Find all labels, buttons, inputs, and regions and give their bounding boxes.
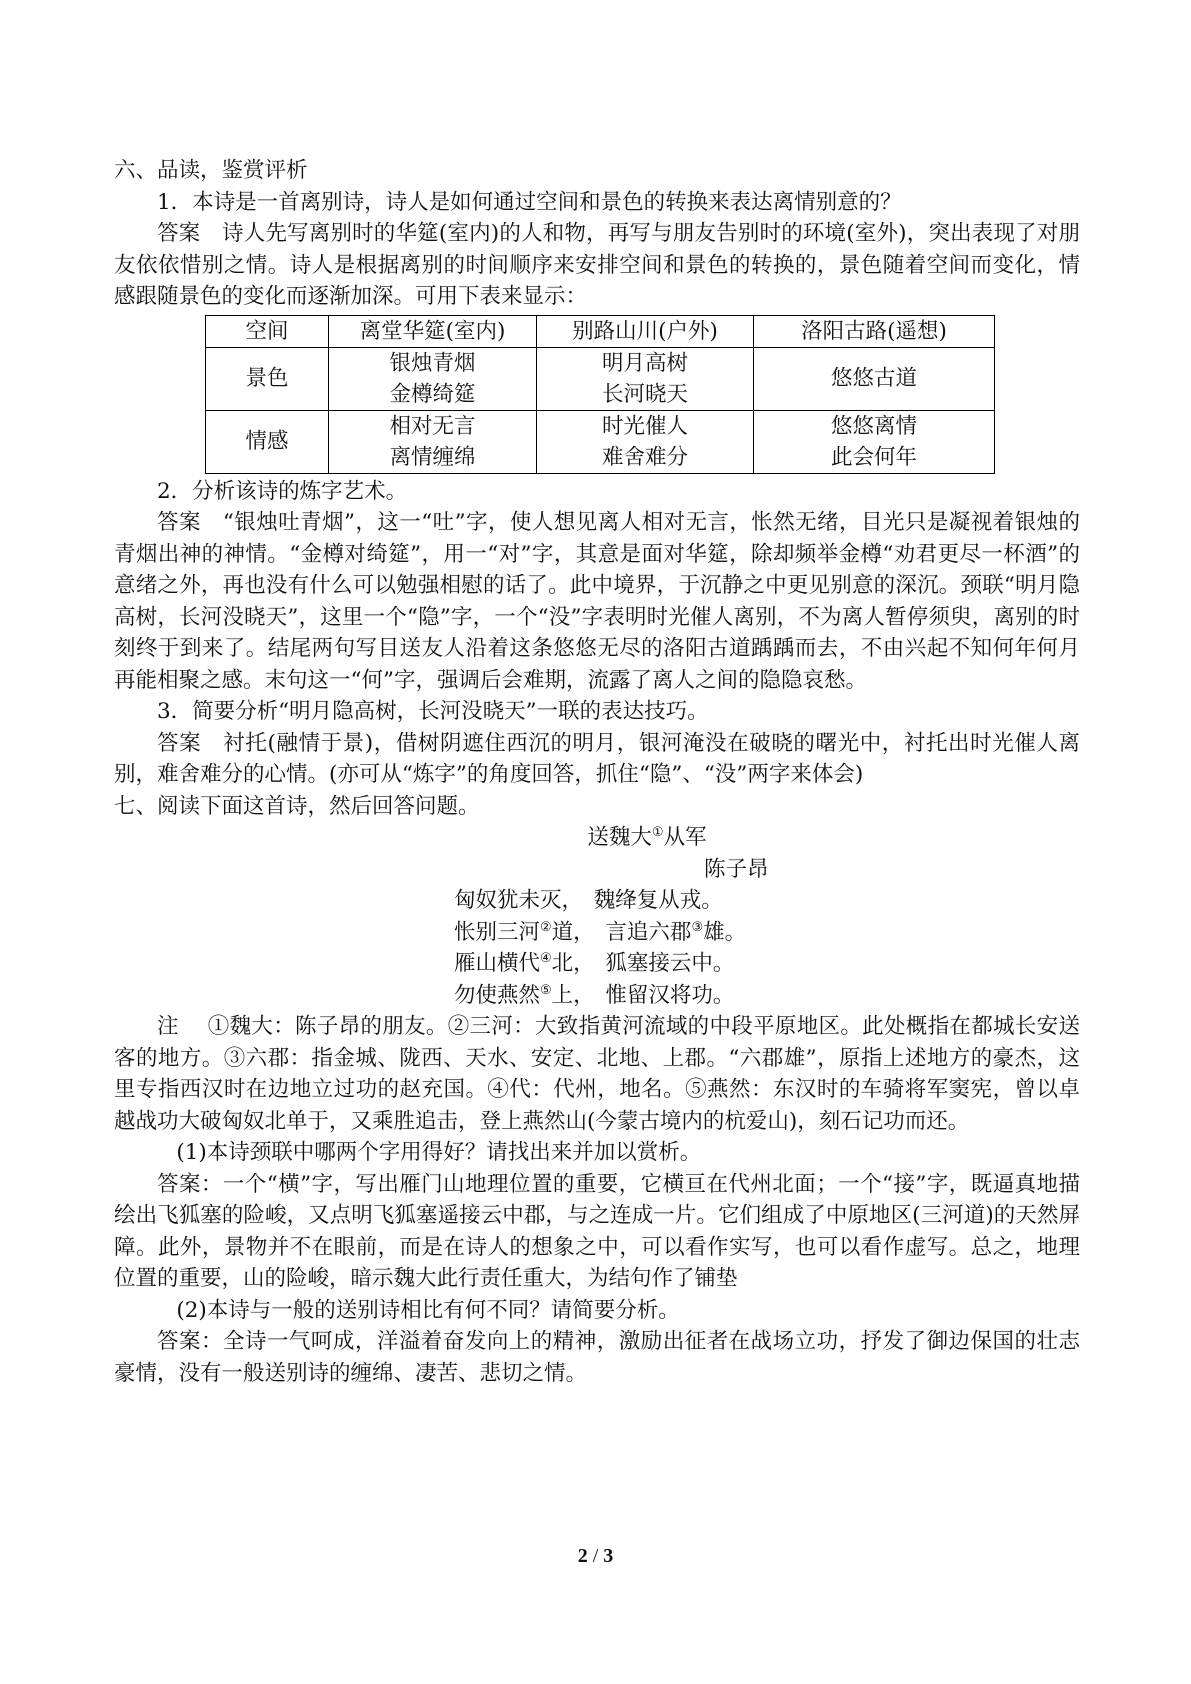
table-cell bbox=[754, 410, 995, 473]
table-cell: 景色 bbox=[206, 347, 329, 410]
footnote-mark: ② bbox=[540, 919, 552, 935]
current-page: 2 bbox=[577, 1545, 588, 1567]
poem-title-text: 从军 bbox=[663, 825, 707, 850]
total-pages: 3 bbox=[603, 1545, 614, 1567]
table-row bbox=[206, 410, 995, 473]
poem-line bbox=[114, 917, 1080, 949]
cell-line: 相对无言 bbox=[389, 413, 476, 439]
verse-text: 道， 言追六郡 bbox=[551, 919, 692, 945]
table-cell: 洛阳古路(遥想) bbox=[754, 315, 995, 347]
table-cell: 离堂华筵(室内) bbox=[329, 315, 537, 347]
section7-heading: 七、阅读下面这首诗，然后回答问题。 bbox=[114, 793, 480, 819]
table-cell bbox=[537, 347, 754, 410]
verse-text: 雄。 bbox=[703, 919, 747, 945]
table-cell bbox=[537, 410, 754, 473]
cell-line: 明月高树 bbox=[601, 350, 688, 376]
answer-2: 答案 “银烛吐青烟”，这一“吐”字，使人想见离人相对无言，怅然无绪，目光只是凝视着银烛的青烟出神的神情。“金樽对绮筵”，用一“对”字，其意是面对华筵，除却频举金樽“劝君更尽一杯酒”的意绪之外，再也没有什么可以勉强相慰的话了。此中境界，于沉静之中更见别意的深沉。颈联“明月隐高树，长河没晓天”，这里一个“隐”字，一个“没”字表明时光催人离别，不为离人暂停须臾，离别的时刻终于到来了。结尾两句写目送友人沿着这条悠悠无尽的洛阳古道踽踽而去，不由兴起不知何年何月再能相聚之感。末句这一“何”字，强调后会难期，流露了离人之间的隐隐哀愁。 bbox=[114, 510, 1080, 693]
table-cell: 悠悠古道 bbox=[754, 347, 995, 410]
answer-1: 答案 诗人先写离别时的华筵(室内)的人和物，再写与朋友告别时的环境(室外)，突出表现了对朋友依依惜别之情。诗人是根据离别的时间顺序来安排空间和景色的转换的，景色随着空间而变化，情感跟随景色的变化而逐渐加深。可用下表来显示： bbox=[114, 221, 1080, 309]
answer-3: 答案 衬托(融情于景)，借树阴遮住西沉的明月，银河淹没在破晓的曙光中，衬托出时光催人离别，难舍难分的心情。(亦可从“炼字”的角度回答，抓住“隐”、“没”两字来体会) bbox=[114, 730, 1080, 787]
footnote-mark: ⑤ bbox=[540, 982, 552, 998]
cell-line: 悠悠离情 bbox=[830, 413, 917, 439]
question-1: 1．本诗是一首离别诗，诗人是如何通过空间和景色的转换来表达离情别意的？ bbox=[157, 189, 902, 215]
table-cell: 情感 bbox=[206, 410, 329, 473]
cell-line: 此会何年 bbox=[830, 444, 917, 470]
answer-7-2: 答案：全诗一气呵成，洋溢着奋发向上的精神，激励出征者在战场立功，抒发了御边保国的壮志豪情，没有一般送别诗的缠绵、凄苦、悲切之情。 bbox=[114, 1329, 1080, 1386]
table-cell bbox=[329, 410, 537, 473]
table-row bbox=[206, 347, 995, 410]
table-cell bbox=[329, 347, 537, 410]
verse-text: 勿使燕然 bbox=[454, 982, 541, 1008]
page-number bbox=[0, 1545, 1191, 1568]
poem-line bbox=[114, 980, 1080, 1012]
question-3: 3．简要分析“明月隐高树，长河没晓天”一联的表达技巧。 bbox=[157, 699, 709, 724]
cell-line: 难舍难分 bbox=[601, 444, 688, 470]
table-cell: 空间 bbox=[206, 315, 329, 347]
verse-text: 北， 狐塞接云中。 bbox=[551, 951, 735, 976]
page-separator: / bbox=[587, 1545, 604, 1567]
poem-line bbox=[114, 948, 1080, 980]
footnote-mark: ④ bbox=[540, 951, 552, 966]
cell-line: 时光催人 bbox=[601, 413, 688, 439]
question-7-2: (2)本诗与一般的送别诗相比有何不同？请简要分析。 bbox=[176, 1297, 680, 1323]
poem-author: 陈子昂 bbox=[704, 856, 769, 882]
cell-line: 银烛青烟 bbox=[389, 350, 476, 376]
footnote-mark: ① bbox=[651, 825, 664, 840]
poem-title bbox=[114, 822, 1080, 854]
cell-line: 金樽绮筵 bbox=[389, 381, 476, 407]
cell-line: 长河晓天 bbox=[601, 381, 688, 407]
poem-title-text: 送魏大 bbox=[587, 825, 652, 850]
poem-notes: 注 ①魏大：陈子昂的朋友。②三河：大致指黄河流域的中段平原地区。此处概指在都城长安送客的地方。③六郡：指金城、陇西、天水、安定、北地、上郡。“六郡雄”，原指上述地方的豪杰，这里专指西汉时在边地立过功的赵充国。④代：代州，地名。⑤燕然：东汉时的车骑将军窦宪，曾以卓越战功大破匈奴北单于，又乘胜追击，登上燕然山(今蒙古境内的杭爱山)，刻石记功而还。 bbox=[114, 1014, 1080, 1134]
footnote-mark: ③ bbox=[691, 919, 704, 935]
scene-emotion-table bbox=[205, 315, 995, 474]
document-body bbox=[114, 155, 1080, 1389]
question-7-1: (1)本诗颈联中哪两个字用得好？请找出来并加以赏析。 bbox=[176, 1140, 702, 1165]
table-row bbox=[206, 315, 995, 347]
cell-line: 离情缠绵 bbox=[389, 444, 476, 470]
poem-line: 匈奴犹未灭， 魏绛复从戎。 bbox=[454, 888, 723, 913]
verse-text: 雁山横代 bbox=[454, 951, 541, 976]
answer-7-1: 答案：一个“横”字，写出雁门山地理位置的重要，它横亘在代州北面；一个“接”字，既逼真地描绘出飞狐塞的险峻，又点明飞狐塞遥接云中郡，与之连成一片。它们组成了中原地区(三河道)的天然屏障。此外，景物并不在眼前，而是在诗人的想象之中，可以看作实写，也可以看作虚写。总之，地理位置的重要，山的险峻，暗示魏大此行责任重大，为结句作了铺垫 bbox=[114, 1171, 1080, 1291]
question-2: 2．分析该诗的炼字艺术。 bbox=[157, 478, 408, 504]
verse-text: 上， 惟留汉将功。 bbox=[551, 982, 735, 1008]
verse-text: 怅别三河 bbox=[454, 919, 541, 945]
section6-heading: 六、品读，鉴赏评析 bbox=[114, 158, 308, 183]
table-cell: 别路山川(户外) bbox=[537, 315, 754, 347]
